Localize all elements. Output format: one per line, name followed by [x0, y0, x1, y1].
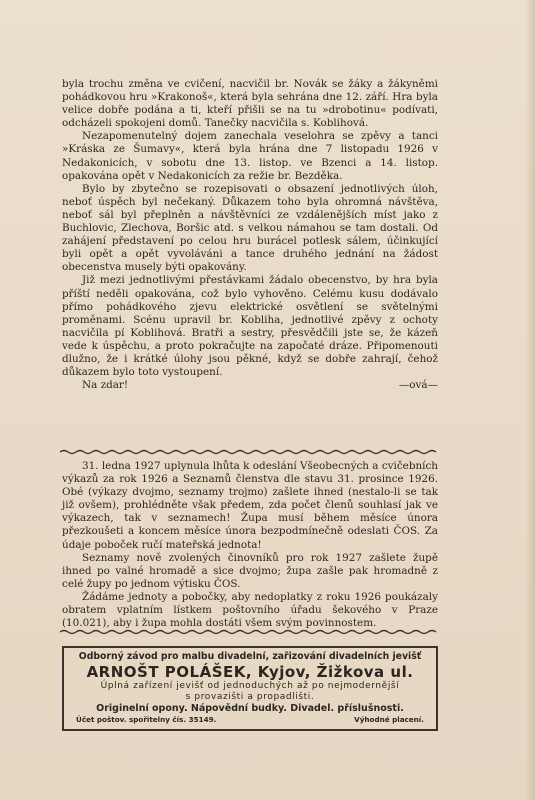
page-edge-stain [525, 0, 535, 800]
wavy-divider [60, 628, 440, 636]
ad-payment-terms: Výhodné placení. [354, 715, 424, 724]
ad-company-name: ARNOŠT POLÁŠEK, Kyjov, Žižkova ul. [86, 663, 414, 681]
signature-line [62, 379, 438, 392]
paragraph: Nezapomenutelný dojem zanechala veselohra se zpěvy a tanci »Kráska ze Šumavy«, která byla hrána dne 7 listopadu 1926 v Nedakonicích, v sobotu dne 13. listop. ve Bzenci a 14. listop. opakována opět v Nedakonicích za režie br. Bezděka. [62, 130, 438, 182]
section-report [62, 78, 438, 392]
ad-description: Úplná zařízení jevišť od jednoduchých až po nejmodernější [100, 681, 400, 691]
ad-tagline: Odborný závod pro malbu divadelní, zařizování divadelních jevišť [78, 651, 422, 662]
paragraph: byla trochu změna ve cvičení, nacvičil br. Novák se žáky a žákyněmi pohádkovou hru »Krakonoš«, která byla sehrána dne 12. září. Hra byla velice dobře podána a ti, kteří přišli se na tu »drobotinu« podívati, odcházeli spokojeni domů. Tanečky nacvičila s. Koblihová. [62, 78, 438, 130]
ad-footer [64, 715, 436, 725]
greeting: Na zdar! [82, 379, 129, 392]
ad-account-number: Účet poštov. spořitelny čís. 35149. [76, 715, 217, 724]
wavy-divider [60, 448, 440, 456]
section-notices [62, 460, 438, 630]
ad-description-cont: s provazišti a propadlišti. [185, 692, 315, 702]
paragraph: Seznamy nově zvolených činovníků pro rok 1927 zašlete župě ihned po valné hromadě a sice dvojmo; župa zašle pak hromadně z celé župy po jednom výtisku ČOS. [62, 551, 438, 590]
advertisement-box [62, 646, 438, 731]
author-signature: —ová— [398, 379, 438, 392]
paragraph: 31. ledna 1927 uplynula lhůta k odeslání Všeobecných a cvičebních výkazů za rok 1926 a Seznamů členstva dle stavu 31. prosince 1926. Obé (výkazy dvojmo, seznamy trojmo) zašlete ihned (nestalo-li se tak již ovšem), prohlédněte však předem, zda počet členů souhlasí jak ve výkazech, tak v seznamech! Župa musí během měsíce února přezkoušeti a koncem měsíce února bezpodmínečně odeslati ČOS. Za údaje poboček ručí mateřská jednota! [62, 460, 438, 551]
paragraph: Žádáme jednoty a pobočky, aby nedoplatky z roku 1926 poukázaly obratem vplatním lístkem poštovního úřadu šekového v Praze (10.021), aby i župa mohla dostáti všem svým povinnostem. [62, 590, 438, 630]
paragraph: Již mezi jednotlivými přestávkami žádalo obecenstvo, by hra byla příští neděli opakována, což bylo vyhověno. Celému kusu dodávalo přímo pohádkového zjevu elektrické osvětlení se světelnými proměnami. Scénu upravil br. Kobliha, jednotlivé zpěvy z ochoty nacvičila pí Koblihová. Bratři a sestry, přesvědčili jste se, že kázeň vede k úspěchu, a proto pokračujte na započaté dráze. Připomenouti dlužno, že i krátké úlohy jsou pěkné, když se dobře zahrají, čehož důkazem bylo toto vystoupení. [62, 274, 438, 379]
ad-products: Originelní opony. Nápovědní budky. Divadel. příslušnosti. [96, 703, 404, 714]
paragraph: Bylo by zbytečno se rozepisovati o obsazení jednotlivých úloh, neboť úspěch byl nečekaný. Důkazem toho byla ohromná návštěva, neboť sál byl přeplněn a návštěvníci ze vzdálenějších míst jako z Buchlovic, Zlechova, Boršic atd. s velkou námahou se tam dostali. Od zahájení představení po celou hru burácel potlesk sálem, účinkující byli opět a opět vyvoláváni a tance druhého jednání na žádost obecenstva musely býti opakovány. [62, 182, 438, 274]
